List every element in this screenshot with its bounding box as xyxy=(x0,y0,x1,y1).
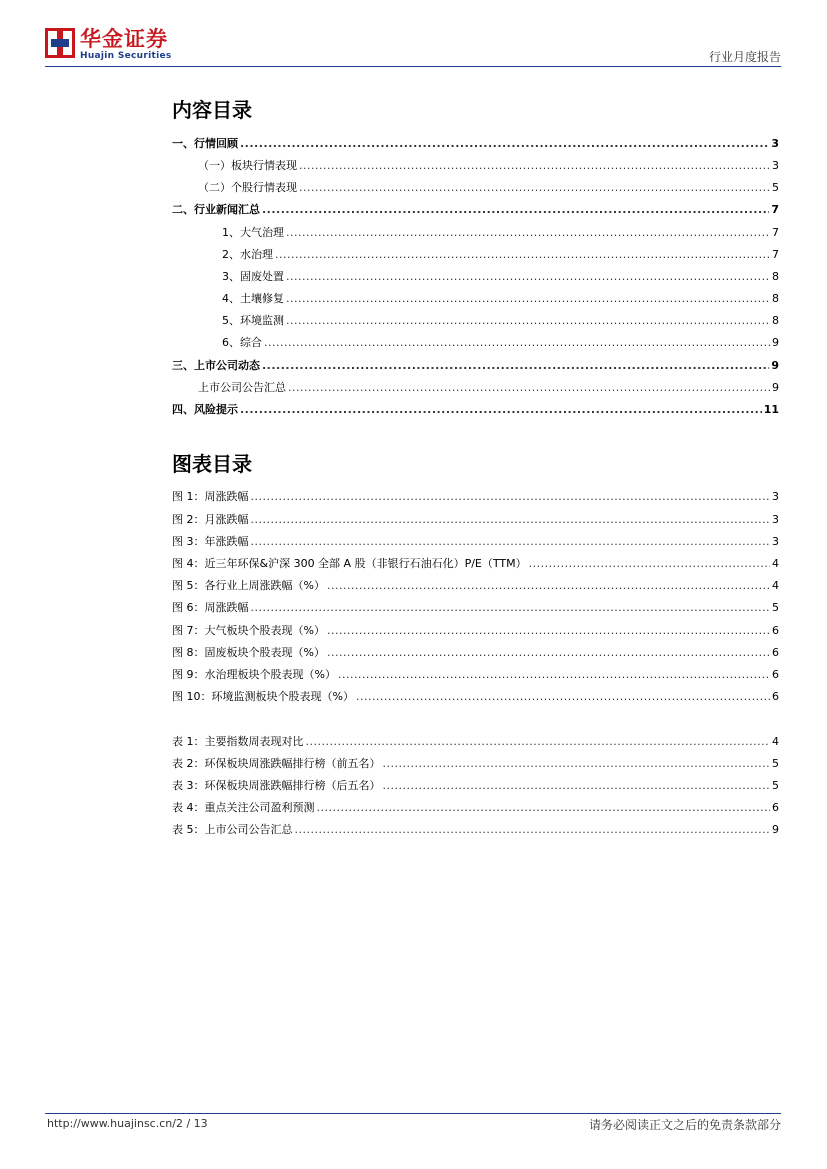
toc-entry[interactable] xyxy=(222,335,779,351)
figure-entry-page: 4 xyxy=(772,579,779,592)
toc-entry-text: 上市公司公告汇总 xyxy=(198,381,286,394)
figure-entry[interactable] xyxy=(172,512,779,528)
toc-entry-page: 3 xyxy=(772,159,779,172)
toc-entry-text: 6、综合 xyxy=(222,336,262,349)
toc-leader xyxy=(356,689,770,705)
toc-entry[interactable] xyxy=(198,180,779,196)
table-entry-page: 4 xyxy=(772,735,779,748)
figures-title: 图表目录 xyxy=(172,452,252,476)
figure-entry-text: 图 1：周涨跌幅 xyxy=(172,490,249,503)
table-entry-text: 表 1：主要指数周表现对比 xyxy=(172,735,304,748)
company-logo xyxy=(45,28,172,64)
toc-leader xyxy=(295,822,771,838)
toc-leader xyxy=(251,600,771,616)
toc-leader xyxy=(286,291,770,307)
toc-entry-text: 1、大气治理 xyxy=(222,226,284,239)
toc-entry[interactable] xyxy=(222,225,779,241)
figure-entry-text: 图 5：各行业上周涨跌幅（%） xyxy=(172,579,325,592)
figure-entry-text: 图 6：周涨跌幅 xyxy=(172,601,249,614)
toc-entry-page: 9 xyxy=(772,336,779,349)
toc-entry-page: 9 xyxy=(772,381,779,394)
figure-entry-page: 5 xyxy=(772,601,779,614)
toc-leader xyxy=(338,667,770,683)
table-entry-page: 5 xyxy=(772,757,779,770)
toc-entry-text: 二、行业新闻汇总 xyxy=(172,203,260,216)
toc-entry-text: 四、风险提示 xyxy=(172,403,238,416)
footer-url-page[interactable]: http://www.huajinsc.cn/2 / 13 xyxy=(47,1117,208,1130)
figure-entry-page: 3 xyxy=(772,513,779,526)
toc-leader xyxy=(275,247,770,263)
toc-leader xyxy=(286,313,770,329)
figure-entry-text: 图 10：环境监测板块个股表现（%） xyxy=(172,690,354,703)
toc-leader xyxy=(317,800,771,816)
toc-entry-text: 4、土壤修复 xyxy=(222,292,284,305)
report-type-label: 行业月度报告 xyxy=(708,50,781,64)
toc-entry-page: 8 xyxy=(772,314,779,327)
table-entry[interactable] xyxy=(172,756,779,772)
table-entry[interactable] xyxy=(172,822,779,838)
toc-leader xyxy=(262,202,769,218)
toc-entry-page: 8 xyxy=(772,292,779,305)
toc-entry-page: 8 xyxy=(772,270,779,283)
logo-chinese-name: 华金证券 xyxy=(80,27,168,51)
toc-entry-page: 5 xyxy=(772,181,779,194)
table-entry-text: 表 5：上市公司公告汇总 xyxy=(172,823,293,836)
toc-entry[interactable] xyxy=(222,269,779,285)
figure-entry-page: 6 xyxy=(772,646,779,659)
toc-entry-page: 7 xyxy=(772,248,779,261)
toc-entry-page: 7 xyxy=(772,226,779,239)
figure-entry-text: 图 4：近三年环保&沪深 300 全部 A 股（非银行石油石化）P/E（TTM） xyxy=(172,557,527,570)
table-entry-text: 表 4：重点关注公司盈利预测 xyxy=(172,801,315,814)
toc-leader xyxy=(240,402,762,418)
figure-entry[interactable] xyxy=(172,600,779,616)
toc-leader xyxy=(262,358,769,374)
table-entry[interactable] xyxy=(172,734,779,750)
figure-entry[interactable] xyxy=(172,667,779,683)
toc-entry[interactable] xyxy=(172,358,779,374)
toc-entry-page: 11 xyxy=(763,403,779,416)
toc-leader xyxy=(529,556,770,572)
table-entry-text: 表 2：环保板块周涨跌幅排行榜（前五名） xyxy=(172,757,381,770)
toc-leader xyxy=(306,734,771,750)
toc-leader xyxy=(286,225,770,241)
toc-leader xyxy=(327,578,770,594)
toc-entry-text: （一）板块行情表现 xyxy=(198,159,297,172)
toc-entry[interactable] xyxy=(198,158,779,174)
figure-entry-text: 图 3：年涨跌幅 xyxy=(172,535,249,548)
page-header xyxy=(45,28,781,68)
figure-entry[interactable] xyxy=(172,689,779,705)
toc-entry-text: 三、上市公司动态 xyxy=(172,359,260,372)
table-entry-page: 9 xyxy=(772,823,779,836)
figure-entry-text: 图 8：固废板块个股表现（%） xyxy=(172,646,325,659)
toc-entry[interactable] xyxy=(172,402,779,418)
figure-entry-page: 3 xyxy=(772,535,779,548)
toc-entry[interactable] xyxy=(222,247,779,263)
figure-entry[interactable] xyxy=(172,623,779,639)
table-entry[interactable] xyxy=(172,778,779,794)
logo-english-name: Huajin Securities xyxy=(80,51,172,61)
toc-entry-text: 3、固废处置 xyxy=(222,270,284,283)
footer-divider xyxy=(45,1113,781,1114)
toc-entry[interactable] xyxy=(222,313,779,329)
table-entry-page: 5 xyxy=(772,779,779,792)
toc-leader xyxy=(251,489,771,505)
toc-leader xyxy=(383,756,771,772)
toc-entry-text: 5、环境监测 xyxy=(222,314,284,327)
toc-entry-text: （二）个股行情表现 xyxy=(198,181,297,194)
figure-entry-text: 图 7：大气板块个股表现（%） xyxy=(172,624,325,637)
footer-disclaimer: 请务必阅读正文之后的免责条款部分 xyxy=(588,1118,781,1132)
figure-entry[interactable] xyxy=(172,645,779,661)
toc-entry[interactable] xyxy=(172,136,779,152)
figure-entry-page: 3 xyxy=(772,490,779,503)
figure-entry-text: 图 9：水治理板块个股表现（%） xyxy=(172,668,336,681)
figure-entry[interactable] xyxy=(172,578,779,594)
toc-leader xyxy=(327,645,770,661)
toc-leader xyxy=(264,335,770,351)
toc-leader xyxy=(240,136,769,152)
figure-entry[interactable] xyxy=(172,489,779,505)
huajin-logo-icon xyxy=(45,28,75,58)
toc-leader xyxy=(299,180,770,196)
toc-leader xyxy=(288,380,770,396)
figure-entry[interactable] xyxy=(172,556,779,572)
figure-entry-text: 图 2：月涨跌幅 xyxy=(172,513,249,526)
figure-entry-page: 6 xyxy=(772,668,779,681)
figure-entry-page: 6 xyxy=(772,690,779,703)
toc-leader xyxy=(251,512,771,528)
table-entry-page: 6 xyxy=(772,801,779,814)
toc-leader xyxy=(299,158,770,174)
toc-entry-page: 7 xyxy=(771,203,779,216)
header-divider xyxy=(45,66,781,67)
table-entry-text: 表 3：环保板块周涨跌幅排行榜（后五名） xyxy=(172,779,381,792)
toc-leader xyxy=(251,534,771,550)
figure-entry[interactable] xyxy=(172,534,779,550)
toc-entry[interactable] xyxy=(198,380,779,396)
toc-leader xyxy=(383,778,771,794)
toc-entry-page: 9 xyxy=(771,359,779,372)
toc-entry-page: 3 xyxy=(771,137,779,150)
toc-entry-text: 一、行情回顾 xyxy=(172,137,238,150)
figure-entry-page: 6 xyxy=(772,624,779,637)
table-entry[interactable] xyxy=(172,800,779,816)
figure-entry-page: 4 xyxy=(772,557,779,570)
toc-entry[interactable] xyxy=(172,202,779,218)
toc-entry[interactable] xyxy=(222,291,779,307)
toc-leader xyxy=(327,623,770,639)
toc-leader xyxy=(286,269,770,285)
contents-title: 内容目录 xyxy=(172,98,252,122)
toc-entry-text: 2、水治理 xyxy=(222,248,273,261)
